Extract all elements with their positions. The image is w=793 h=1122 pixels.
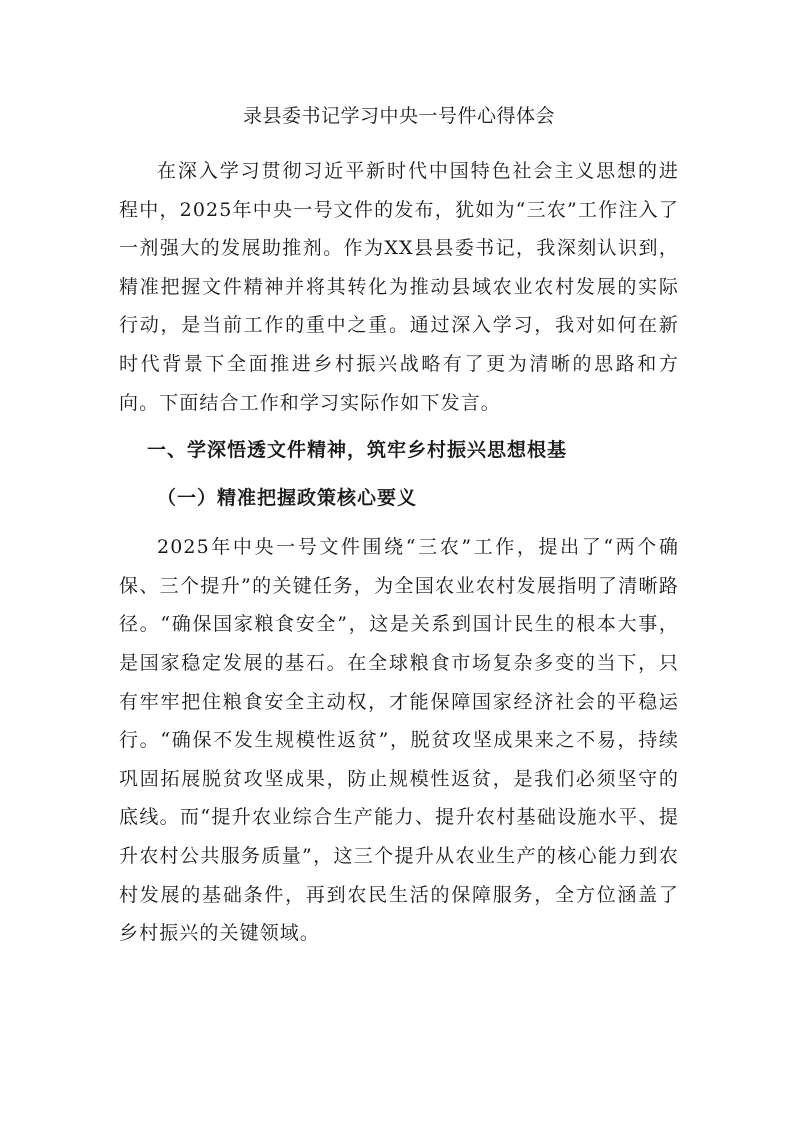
section-heading: 一、学深悟透文件精神，筑牢乡村振兴思想根基 [147, 439, 568, 462]
document-title: 录县委书记学习中央一号件心得体会 [242, 105, 555, 127]
body-paragraph: 2025年中央一号文件围绕“三农”工作，提出了“两个确保、三个提升”的关键任务，为全国农业农村发展指明了清晰路径。“确保国家粮食安全”，这是关系到国计民生的根本大事，是国家稳定发展的基石。在全球粮食市场复杂多变的当下，只有牢牢把住粮食安全主动权，才能保障国家经济社会的平稳运行。“确保不发生规模性返贫”，脱贫攻坚成果来之不易，持续巩固拓展脱贫攻坚成果，防止规模性返贫，是我们必须坚守的底线。而“提升农业综合生产能力、提升农村基础设施水平、提升农村公共服务质量”，这三个提升从农业生产的核心能力到农村发展的基础条件，再到农民生活的保障服务，全方位涵盖了乡村振兴的关键领域。 [119, 536, 679, 945]
subsection-heading: （一）精准把握政策核心要义 [157, 487, 418, 510]
document-body [119, 102, 679, 953]
intro-paragraph: 在深入学习贯彻习近平新时代中国特色社会主义思想的进程中，2025年中央一号文件的发布，犹如为“三农”工作注入了一剂强大的发展助推剂。作为XX县县委书记，我深刻认识到，精准把握文件精神并将其转化为推动县域农业农村发展的实际行动，是当前工作的重中之重。通过深入学习，我对如何在新时代背景下全面推进乡村振兴战略有了更为清晰的思路和方向。下面结合工作和学习实际作如下发言。 [119, 160, 679, 414]
